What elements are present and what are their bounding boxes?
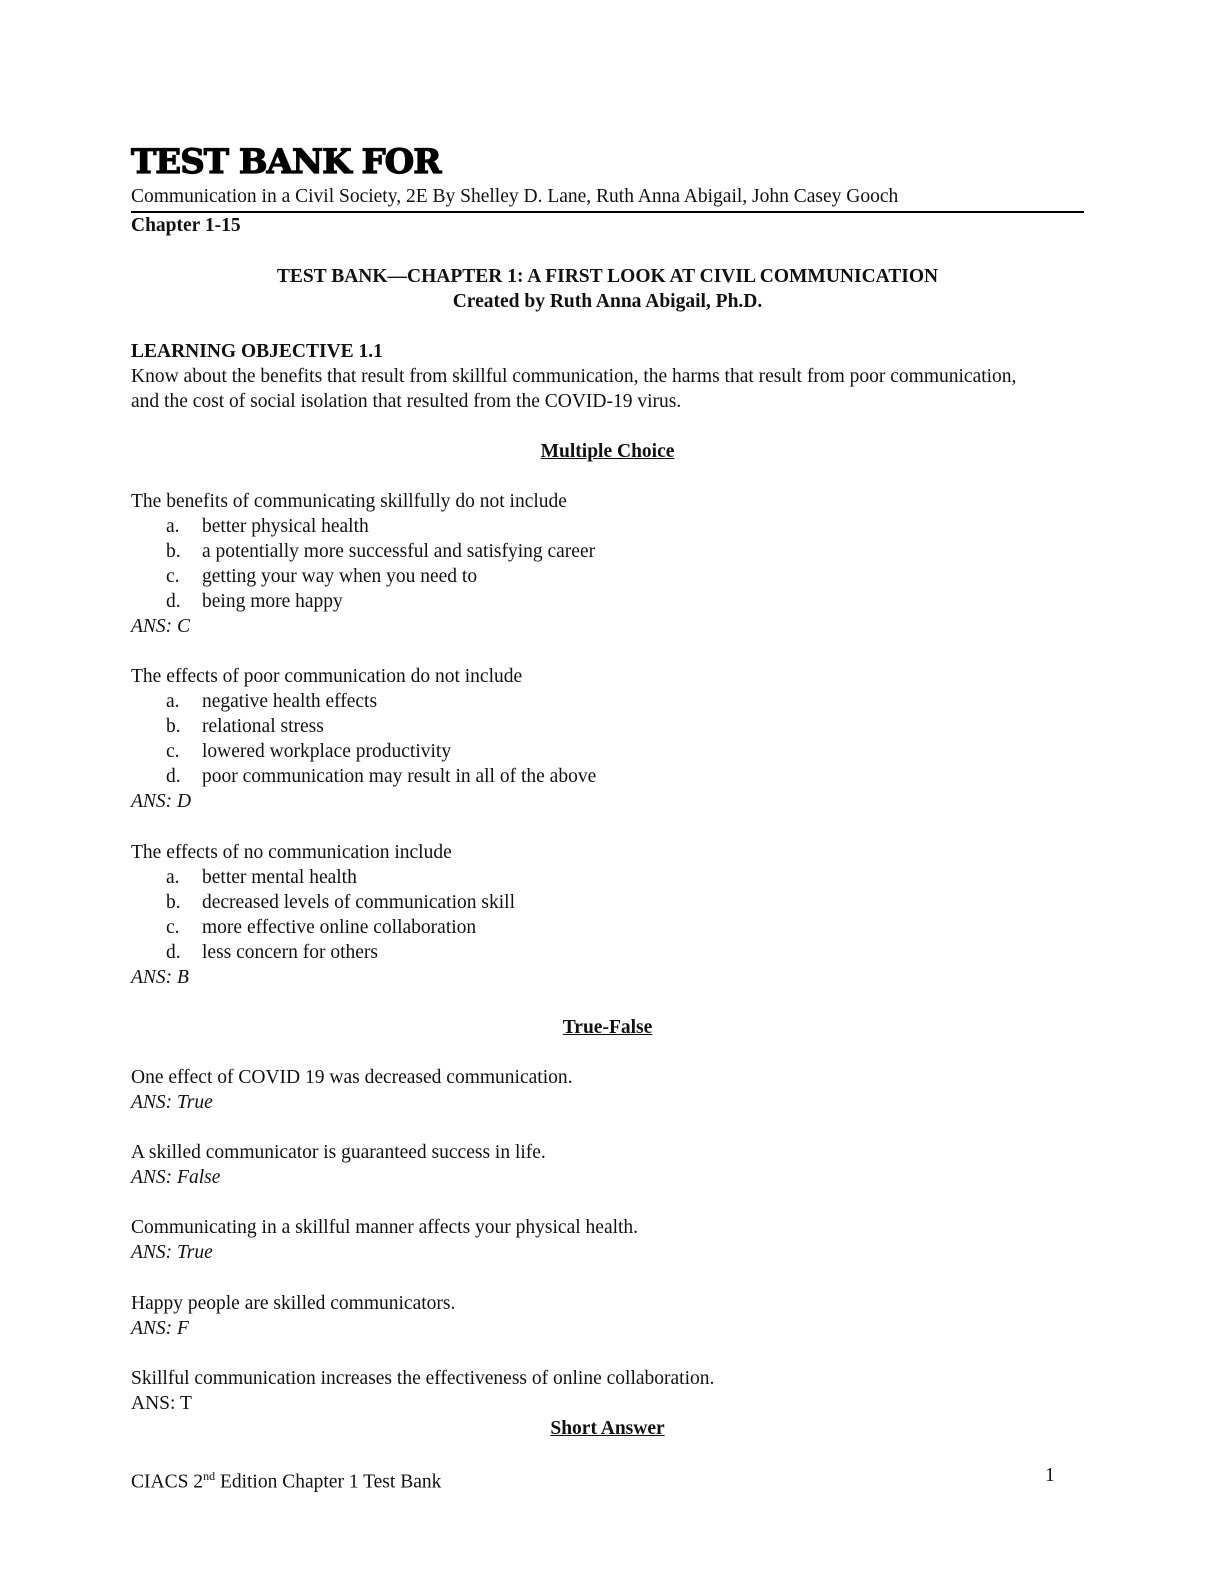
mc-option: b. decreased levels of communication skill [166,892,515,913]
mc-option: c. more effective online collaboration [166,917,477,938]
chapter-heading: TEST BANK—CHAPTER 1: A FIRST LOOK AT CIVIL COMMUNICATION [276,266,939,287]
mc-question-3: The effects of no communication include [131,842,452,863]
mc-option: d. poor communication may result in all of the above [166,766,597,787]
mc-option: d. being more happy [166,591,343,612]
tf-answer-4: ANS: F [131,1318,189,1339]
tf-answer-2: ANS: False [131,1167,221,1188]
mc-option: c. getting your way when you need to [166,566,478,587]
chapter-range: Chapter 1-15 [131,215,241,236]
mc-option: c. lowered workplace productivity [166,741,452,762]
header-rule [131,211,1084,213]
short-answer-heading: Short Answer [550,1418,665,1439]
learning-objective-heading: LEARNING OBJECTIVE 1.1 [131,341,383,362]
mc-option: a. better physical health [166,516,369,537]
tf-answer-1: ANS: True [131,1092,213,1113]
mc-answer-2: ANS: D [131,791,192,812]
document-title: TEST BANK FOR [131,142,441,182]
tf-answer-5: ANS: T [131,1393,192,1414]
multiple-choice-heading: Multiple Choice [540,441,675,462]
tf-question-5: Skillful communication increases the effectiveness of online collaboration. [131,1368,715,1389]
tf-answer-3: ANS: True [131,1242,213,1263]
mc-option: b. relational stress [166,716,324,737]
mc-answer-1: ANS: C [131,616,191,637]
mc-question-2: The effects of poor communication do not include [131,666,523,687]
tf-question-2: A skilled communicator is guaranteed success in life. [131,1142,546,1163]
mc-option: a. better mental health [166,867,357,888]
mc-option: d. less concern for others [166,942,378,963]
book-subtitle: Communication in a Civil Society, 2E By Shelley D. Lane, Ruth Anna Abigail, John Casey Gooch [131,186,899,207]
true-false-heading: True-False [562,1017,653,1038]
mc-option: b. a potentially more successful and satisfying career [166,541,596,562]
page-number: 1 [1045,1465,1055,1486]
mc-question-1: The benefits of communicating skillfully do not include [131,491,567,512]
chapter-author: Created by Ruth Anna Abigail, Ph.D. [452,291,763,312]
tf-question-4: Happy people are skilled communicators. [131,1293,456,1314]
footer-caption: CIACS 2nd Edition Chapter 1 Test Bank [131,1469,442,1493]
tf-question-1: One effect of COVID 19 was decreased communication. [131,1067,573,1088]
mc-answer-3: ANS: B [131,967,189,988]
tf-question-3: Communicating in a skillful manner affects your physical health. [131,1217,639,1238]
mc-option: a. negative health effects [166,691,378,712]
learning-objective-text: Know about the benefits that result from skillful communication, the harms that result from poor communication, and the cost of social isolation that resulted from the COVID-19 virus. [131,366,1017,412]
